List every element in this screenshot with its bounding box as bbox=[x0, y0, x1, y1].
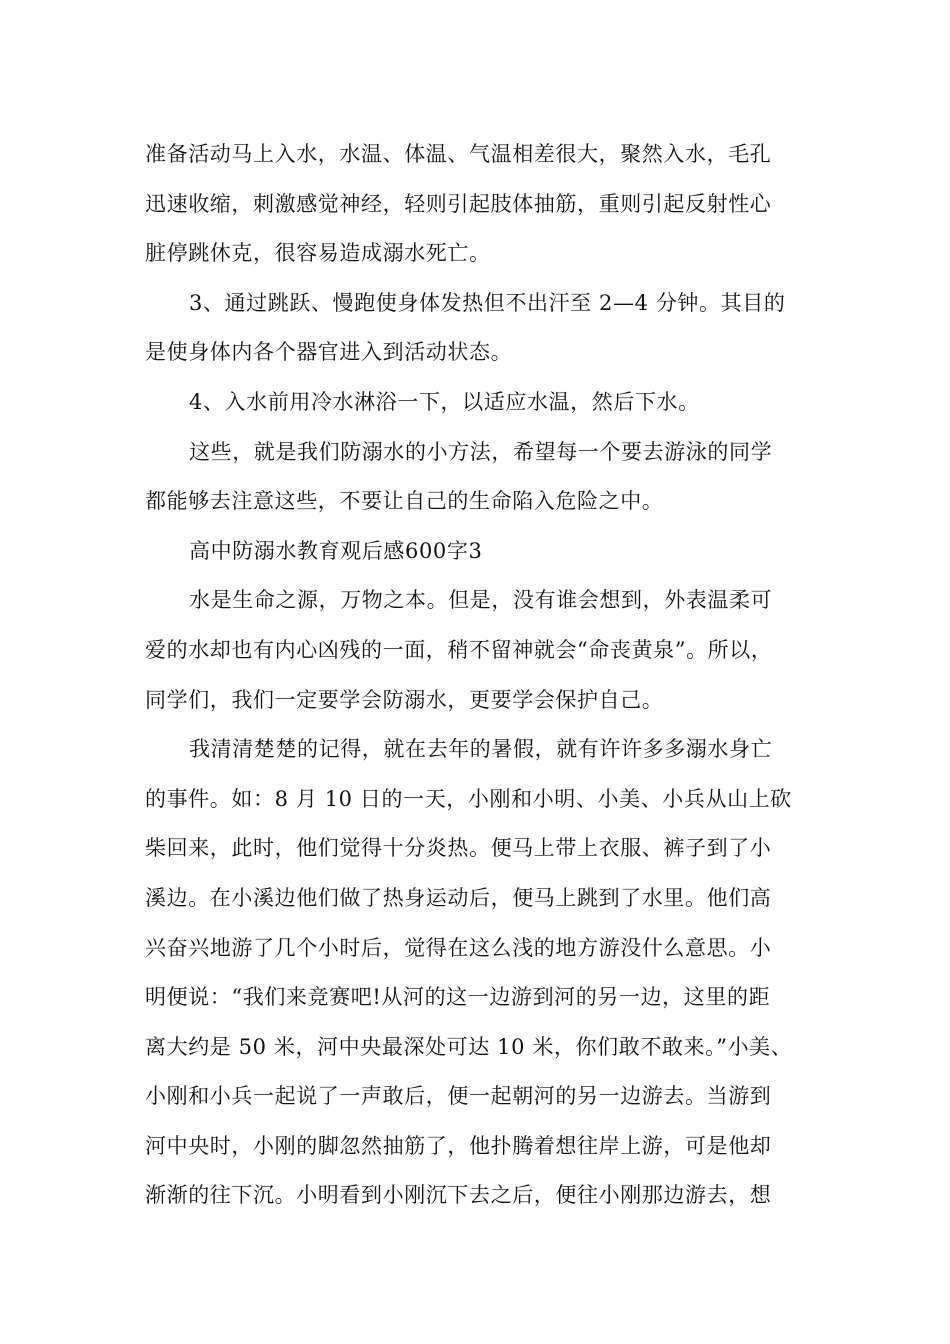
text-line: 都能够去注意这些，不要让自己的生命陷入危险之中。 bbox=[145, 489, 664, 514]
text-line: 离大约是 50 米，河中央最深处可达 10 米，你们敢不敢来。”小美、 bbox=[145, 1034, 793, 1059]
text-line: 的事件。如：8 月 10 日的一天，小刚和小明、小美、小兵从山上砍 bbox=[145, 786, 792, 811]
text-line: 高中防溺水教育观后感600字3 bbox=[189, 538, 483, 563]
text-line: 渐渐的往下沉。小明看到小刚沉下去之后，便往小刚那边游去，想 bbox=[145, 1183, 772, 1208]
text-line: 是使身体内各个器官进入到活动状态。 bbox=[145, 340, 513, 365]
text-line: 4、入水前用冷水淋浴一下，以适应水温，然后下水。 bbox=[189, 389, 700, 414]
text-line: 同学们，我们一定要学会防溺水，更要学会保护自己。 bbox=[145, 687, 664, 712]
text-line: 溪边。在小溪边他们做了热身运动后，便马上跳到了水里。他们高 bbox=[145, 885, 772, 910]
document-body bbox=[145, 130, 835, 1221]
text-line: 这些，就是我们防溺水的小方法，希望每一个要去游泳的同学 bbox=[189, 439, 773, 464]
text-line: 小刚和小兵一起说了一声敢后，便一起朝河的另一边游去。当游到 bbox=[145, 1084, 772, 1109]
text-line: 柴回来，此时，他们觉得十分炎热。便马上带上衣服、裤子到了小 bbox=[145, 836, 772, 861]
text-line: 脏停跳休克，很容易造成溺水死亡。 bbox=[145, 241, 491, 266]
text-line: 准备活动马上入水，水温、体温、气温相差很大，聚然入水，毛孔 bbox=[145, 142, 772, 166]
text-line: 3、通过跳跃、慢跑使身体发热但不出汗至 2—4 分钟。其目的 bbox=[189, 290, 786, 315]
text-line: 兴奋兴地游了几个小时后，觉得在这么浅的地方游没什么意思。小 bbox=[145, 935, 772, 960]
text-line: 迅速收缩，刺激感觉神经，轻则引起肢体抽筋，重则引起反射性心 bbox=[145, 191, 772, 216]
text-line: 我清清楚楚的记得，就在去年的暑假，就有许许多多溺水身亡 bbox=[189, 737, 773, 762]
text-line: 水是生命之源，万物之本。但是，没有谁会想到，外表温柔可 bbox=[189, 588, 773, 613]
text-line: 爱的水却也有内心凶残的一面，稍不留神就会“命丧黄泉”。所以， bbox=[145, 637, 773, 662]
text-line: 明便说：“我们来竞赛吧!从河的这一边游到河的另一边，这里的距 bbox=[145, 985, 771, 1010]
text-line: 河中央时，小刚的脚忽然抽筋了，他扑腾着想往岸上游，可是他却 bbox=[145, 1133, 772, 1158]
